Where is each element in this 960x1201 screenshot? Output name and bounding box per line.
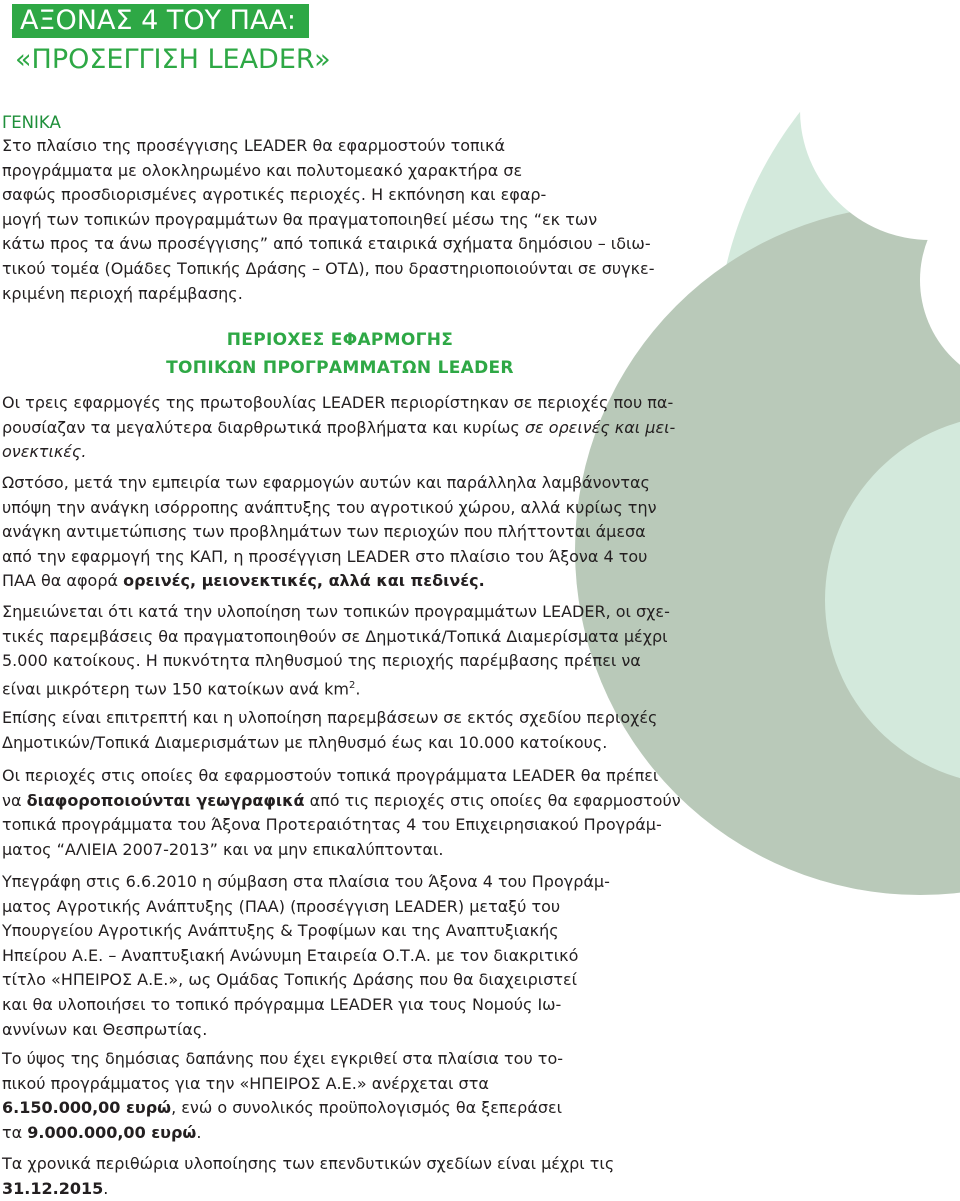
bold-text: 6.150.000,00 ευρώ <box>2 1098 172 1118</box>
paragraph-1 <box>2 391 676 465</box>
paragraph-2 <box>2 471 657 594</box>
paragraph-6 <box>2 870 610 1042</box>
text-line: Στο πλαίσιο της προσέγγισης LEADER θα εφαρμοστούν τοπικά <box>2 136 506 155</box>
page-title-line1: ΑΞΟΝΑΣ 4 ΤΟΥ ΠΑΑ: <box>20 5 297 36</box>
paragraph-7 <box>2 1047 592 1145</box>
areas-heading <box>0 326 680 382</box>
text-line: ματος “ΑΛΙΕΙΑ 2007-2013” και να μην επικαλύπτονται. <box>2 839 444 859</box>
text-line: τίτλο «ΗΠΕΙΡΟΣ Α.Ε.», ως Ομάδας Τοπικής Δράσης που θα διαχειριστεί <box>2 970 578 990</box>
text-run: ΠΑΑ θα αφορά <box>2 571 124 591</box>
paragraph-3 <box>2 600 670 699</box>
italic-text: ονεκτικές. <box>2 442 87 462</box>
page-title-line2: «ΠΡΟΣΕΓΓΙΣΗ LEADER» <box>15 44 331 75</box>
text-line: κριμένη περιοχή παρέμβασης. <box>2 283 243 303</box>
text-run: . <box>196 1122 202 1142</box>
superscript: 2 <box>349 679 356 691</box>
text-line <box>2 1096 592 1121</box>
text-line: και θα υλοποιήσει το τοπικό πρόγραμμα LEADER για τους Νομούς Ιω- <box>2 994 562 1014</box>
text-line: σαφώς προσδιορισμένες αγροτικές περιοχές. Η εκπόνηση και εφαρ- <box>2 185 547 205</box>
text-line: ματος Αγροτικής Ανάπτυξης (ΠΑΑ) (προσέγγιση LEADER) μεταξύ του <box>2 896 561 916</box>
text-line <box>2 569 652 594</box>
text-line: Οι περιοχές στις οποίες θα εφαρμοστούν τοπικά προγράμματα LEADER θα πρέπει <box>2 766 659 785</box>
text-line: Υπεγράφη στις 6.6.2010 η σύμβαση στα πλαίσια του Άξονα 4 του Προγράμ- <box>2 872 610 891</box>
text-line: αννίνων και Θεσπρωτίας. <box>2 1019 208 1039</box>
text-line: υπόψη την ανάγκη ισόρροπης ανάπτυξης του αγροτικού χώρου, αλλά κυρίως την <box>2 497 657 517</box>
text-line: Ηπείρου Α.Ε. – Αναπτυξιακή Ανώνυμη Εταιρεία Ο.Τ.Α. με τον διακριτικό <box>2 945 579 965</box>
text-line: προγράμματα με ολοκληρωμένο και πολυτομεακό χαρακτήρα σε <box>2 160 523 180</box>
text-run: από τις περιοχές στις οποίες θα εφαρμοστούν <box>304 790 681 810</box>
text-line <box>2 674 652 699</box>
text-line <box>2 1121 592 1146</box>
section-label-general: ΓΕΝΙΚΑ <box>2 113 61 132</box>
text-line: Το ύψος της δημόσιας δαπάνης που έχει εγκριθεί στα πλαίσια του το- <box>2 1049 563 1068</box>
text-line: Επίσης είναι επιτρεπτή και η υλοποίηση παρεμβάσεων σε εκτός σχεδίου περιοχές <box>2 708 658 727</box>
general-paragraph <box>2 134 655 306</box>
text-run: . <box>355 679 361 699</box>
paragraph-5 <box>2 764 681 862</box>
text-line: πικού προγράμματος για την «ΗΠΕΙΡΟΣ Α.Ε.» ανέρχεται στα <box>2 1073 489 1093</box>
text-line: τικού τομέα (Ομάδες Τοπικής Δράσης – ΟΤΔ), που δραστηριοποιούνται σε συγκε- <box>2 258 655 278</box>
text-run: είναι μικρότερη των 150 κατοίκων ανά km <box>2 679 349 699</box>
text-line: 5.000 κατοίκους. Η πυκνότητα πληθυσμού της περιοχής παρέμβασης πρέπει να <box>2 651 641 671</box>
text-line: από την εφαρμογή της ΚΑΠ, η προσέγγιση LEADER στο πλαίσιο του Άξονα 4 του <box>2 546 648 566</box>
bold-text: 31.12.2015 <box>2 1178 104 1198</box>
text-line: Σημειώνεται ότι κατά την υλοποίηση των τοπικών προγραμμάτων LEADER, οι σχε- <box>2 602 670 621</box>
paragraph-8 <box>2 1152 652 1201</box>
paragraph-4 <box>2 706 658 755</box>
text-line: Δημοτικών/Τοπικά Διαμερισμάτων με πληθυσμό έως και 10.000 κατοίκους. <box>2 732 608 752</box>
bold-text: 9.000.000,00 ευρώ <box>27 1122 197 1142</box>
text-line: Τα χρονικά περιθώρια υλοποίησης των επενδυτικών σχεδίων είναι μέχρι τις <box>2 1154 615 1173</box>
text-line: μογή των τοπικών προγραμμάτων θα πραγματοποιηθεί μέσω της “εκ των <box>2 209 598 229</box>
areas-heading-line1: ΠΕΡΙΟΧΕΣ ΕΦΑΡΜΟΓΗΣ <box>226 330 454 350</box>
bold-text: διαφοροποιούνται γεωγραφικά <box>26 790 305 810</box>
text-run: ρουσίαζαν τα μεγαλύτερα διαρθρωτικά προβλήματα και κυρίως <box>2 417 525 437</box>
text-run: να <box>2 790 27 810</box>
text-line: Υπουργείου Αγροτικής Ανάπτυξης & Τροφίμων και της Αναπτυξιακής <box>2 921 559 941</box>
bold-text: ορεινές, μειονεκτικές, αλλά και πεδινές. <box>123 571 485 591</box>
italic-text: σε ορεινές και μει- <box>524 417 676 437</box>
text-line <box>2 789 681 814</box>
text-line <box>2 416 676 441</box>
text-run: . <box>103 1178 109 1198</box>
text-line: Οι τρεις εφαρμογές της πρωτοβουλίας LEADER περιορίστηκαν σε περιοχές που πα- <box>2 393 674 412</box>
text-line: τικές παρεμβάσεις θα πραγματοποιηθούν σε Δημοτικά/Τοπικά Διαμερίσματα μέχρι <box>2 626 668 646</box>
text-line: Ωστόσο, μετά την εμπειρία των εφαρμογών αυτών και παράλληλα λαμβάνοντας <box>2 473 650 492</box>
text-run: , ενώ ο συνολικός προϋπολογισμός θα ξεπεράσει <box>171 1098 563 1118</box>
text-line: κάτω προς τα άνω προσέγγισης” από τοπικά εταιρικά σχήματα δημόσιου – ιδιω- <box>2 234 651 254</box>
text-line: τοπικά προγράμματα του Άξονα Προτεραιότητας 4 του Επιχειρησιακού Προγράμ- <box>2 815 662 835</box>
text-line <box>2 1177 652 1201</box>
areas-heading-line2: ΤΟΠΙΚΩΝ ΠΡΟΓΡΑΜΜΑΤΩΝ LEADER <box>166 358 514 378</box>
text-line: ανάγκη αντιμετώπισης των προβλημάτων των περιοχών που πλήττονται άμεσα <box>2 522 646 542</box>
text-run: τα <box>2 1122 28 1142</box>
